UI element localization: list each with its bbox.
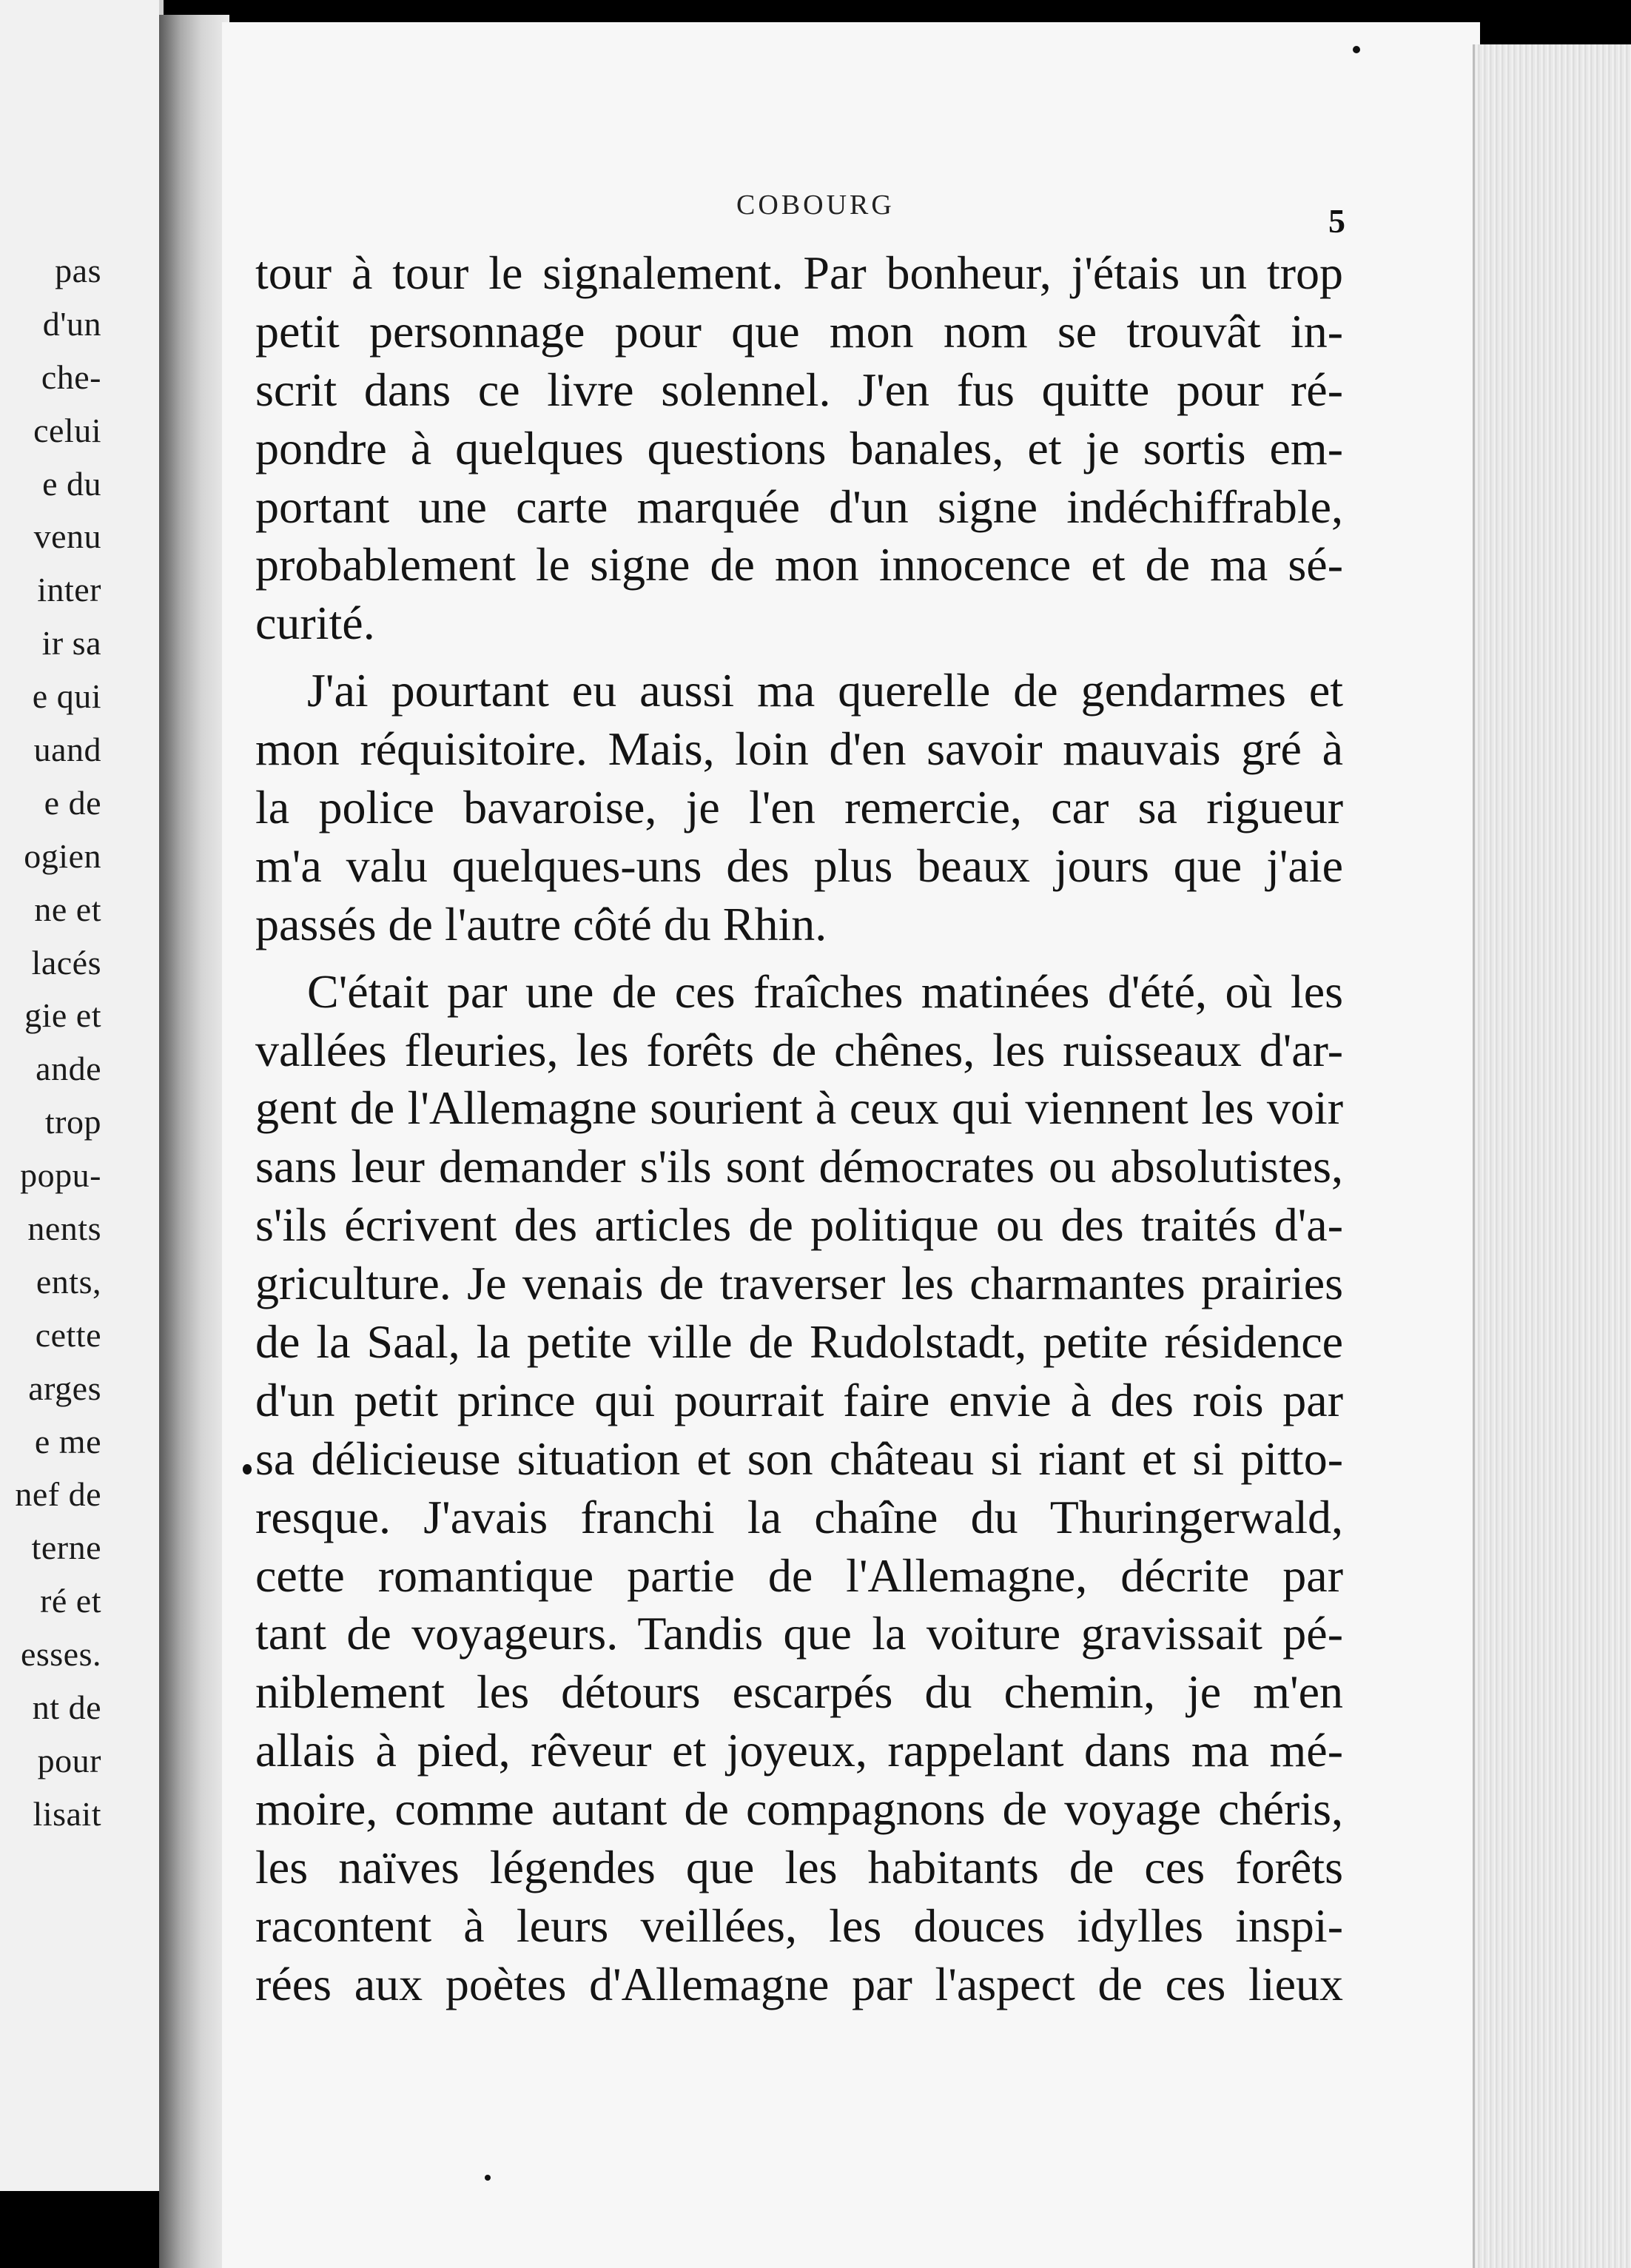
text-line: d'un petit prince qui pourrait faire envie à des rois par: [255, 1373, 1343, 1426]
paragraph: [255, 963, 1343, 2014]
left-page-line: d'un: [42, 304, 101, 343]
margin-dot: [485, 2175, 491, 2181]
left-page-line-endings: [15, 244, 101, 1841]
text-line: les naïves légendes que les habitants de ces forêts: [255, 1841, 1343, 1894]
text-line: pondre à quelques questions banales, et je sortis em-: [255, 421, 1343, 474]
text-line: curité.: [255, 597, 375, 650]
left-page-line: ne et: [34, 890, 101, 928]
left-page-line: lisait: [33, 1794, 101, 1833]
left-page-line: e qui: [32, 677, 101, 716]
text-line: rées aux poètes d'Allemagne par l'aspect de ces lieux: [255, 1957, 1343, 2010]
text-line: m'a valu quelques-uns des plus beaux jours que j'aie: [255, 839, 1343, 892]
text-line: griculture. Je venais de traverser les charmantes prairies: [255, 1257, 1343, 1310]
left-page-line: lacés: [31, 943, 101, 982]
left-page-line: pour: [37, 1741, 101, 1779]
text-line: J'ai pourtant eu aussi ma querelle de gendarmes et: [307, 664, 1343, 717]
left-page-line: terne: [31, 1529, 101, 1567]
left-page-line: popu-: [20, 1156, 101, 1195]
text-line: mon réquisitoire. Mais, loin d'en savoir mauvais gré à: [255, 722, 1343, 776]
left-page-line: inter: [37, 571, 101, 609]
left-facing-page: [0, 0, 164, 2191]
left-page-line: e de: [44, 783, 101, 822]
text-line: moire, comme autant de compagnons de voyage chéris,: [255, 1782, 1343, 1836]
running-head: COBOURG: [736, 189, 895, 221]
left-page-line: nt de: [32, 1688, 101, 1727]
text-line: C'était par une de ces fraîches matinées d'été, où les: [307, 964, 1343, 1018]
left-page-line: trop: [44, 1103, 101, 1141]
text-line: de la Saal, la petite ville de Rudolstadt, petite résidence: [255, 1315, 1343, 1369]
left-page-line: ande: [36, 1050, 101, 1088]
page-number: 5: [1328, 202, 1345, 240]
text-line: gent de l'Allemagne sourient à ceux qui viennent les voir: [255, 1081, 1343, 1135]
text-line: probablement le signe de mon innocence et de ma sé-: [255, 538, 1343, 591]
text-line: racontent à leurs veillées, les douces idylles inspi-: [255, 1899, 1343, 1952]
left-page-line: venu: [33, 517, 101, 556]
text-line: passés de l'autre côté du Rhin.: [255, 897, 827, 950]
text-line: sa délicieuse situation et son château si riant et si pitto-: [255, 1432, 1343, 1485]
left-page-line: esses.: [20, 1635, 101, 1674]
left-page-line: ents,: [36, 1262, 101, 1301]
text-line: allais à pied, rêveur et joyeux, rappelant dans ma mé-: [255, 1724, 1343, 1777]
left-page-line: e me: [34, 1422, 101, 1460]
left-page-line: ir sa: [41, 624, 101, 662]
paragraph-gap: [255, 653, 1343, 662]
book-gutter: [159, 15, 229, 2268]
text-line: portant une carte marquée d'un signe indéchiffrable,: [255, 480, 1343, 533]
text-line: resque. J'avais franchi la chaîne du Thuringerwald,: [255, 1490, 1343, 1543]
text-line: vallées fleuries, les forêts de chênes, les ruisseaux d'ar-: [255, 1023, 1343, 1076]
left-page-line: arges: [28, 1369, 101, 1407]
margin-dot: [1353, 46, 1360, 53]
left-page-line: cette: [35, 1315, 101, 1354]
left-page-line: ogien: [24, 836, 101, 875]
paragraph-gap: [255, 954, 1343, 963]
margin-dot: [243, 1464, 252, 1474]
text-line: scrit dans ce livre solennel. J'en fus quitte pour ré-: [255, 363, 1343, 416]
paragraph: [255, 662, 1343, 953]
left-page-line: pas: [55, 252, 101, 289]
text-line: sans leur demander s'ils sont démocrates ou absolutistes,: [255, 1140, 1343, 1193]
left-page-line: nef de: [15, 1475, 101, 1514]
page-edges-stack: [1473, 44, 1631, 2268]
text-line: cette romantique partie de l'Allemagne, décrite par: [255, 1549, 1343, 1602]
left-page-line: e du: [42, 464, 101, 503]
text-line: tant de voyageurs. Tandis que la voiture gravissait pé-: [255, 1607, 1343, 1660]
left-page-line: che-: [41, 358, 101, 396]
left-page-line: uand: [33, 731, 101, 769]
paragraph: [255, 244, 1343, 653]
text-line: s'ils écrivent des articles de politique ou des traités d'a-: [255, 1198, 1343, 1252]
text-line: tour à tour le signalement. Par bonheur, j'étais un trop: [255, 246, 1343, 299]
left-page-line: nents: [27, 1210, 101, 1248]
text-line: niblement les détours escarpés du chemin, je m'en: [255, 1665, 1343, 1719]
left-page-line: ré et: [40, 1582, 101, 1620]
text-line: la police bavaroise, je l'en remercie, car sa rigueur: [255, 781, 1343, 834]
text-line: petit personnage pour que mon nom se trouvât in-: [255, 304, 1343, 358]
left-page-line: celui: [33, 411, 101, 449]
left-page-line: gie et: [24, 996, 101, 1035]
body-text: [255, 244, 1343, 2014]
